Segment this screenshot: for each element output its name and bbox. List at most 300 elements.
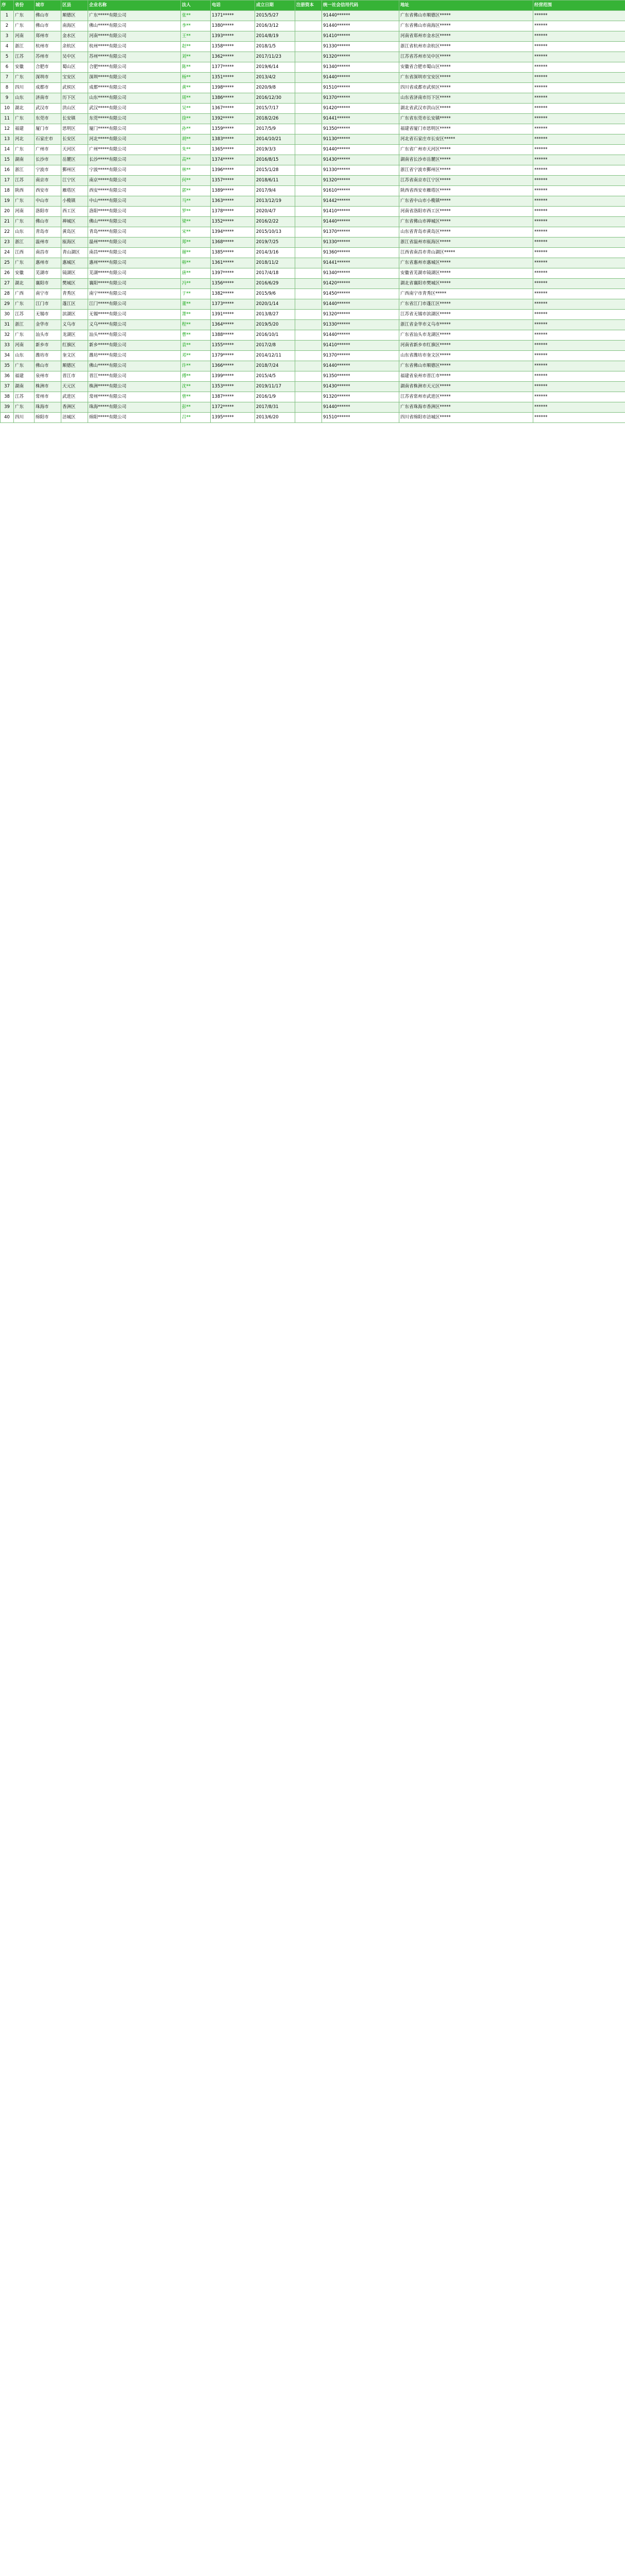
- table-cell: 1351*****: [211, 73, 255, 83]
- table-cell: 24: [1, 248, 14, 258]
- table-cell: 安徽省芜湖市镜湖区*****: [399, 268, 533, 279]
- table-cell: 1358*****: [211, 42, 255, 52]
- table-cell: [295, 83, 322, 93]
- table-cell: 义乌*****有限公司: [88, 320, 181, 330]
- table-cell: ******: [533, 238, 625, 248]
- table-cell: 广西: [14, 289, 35, 299]
- table-cell: 梁**: [181, 217, 211, 227]
- table-cell: 顺德区: [61, 11, 88, 21]
- table-row: [1, 124, 625, 134]
- table-cell: 8: [1, 83, 14, 93]
- table-cell: 2019/6/14: [255, 62, 295, 73]
- table-cell: 宁波市: [35, 165, 61, 176]
- table-cell: 9: [1, 93, 14, 104]
- table-row: [1, 310, 625, 320]
- table-row: [1, 268, 625, 279]
- table-cell: 河北*****有限公司: [88, 134, 181, 145]
- table-cell: 广东: [14, 11, 35, 21]
- table-row: [1, 371, 625, 382]
- table-cell: ******: [533, 62, 625, 73]
- table-cell: [295, 413, 322, 423]
- table-cell: 广东: [14, 114, 35, 124]
- table-row: [1, 207, 625, 217]
- table-cell: 91441******: [322, 114, 399, 124]
- table-row: [1, 320, 625, 330]
- table-cell: 晋江市: [61, 371, 88, 382]
- table-cell: 2018/6/11: [255, 176, 295, 186]
- table-cell: 四川省绵阳市涪城区*****: [399, 413, 533, 423]
- table-cell: [295, 371, 322, 382]
- table-cell: 2018/2/26: [255, 114, 295, 124]
- table-cell: 91441******: [322, 258, 399, 268]
- table-cell: 91360******: [322, 248, 399, 258]
- table-cell: [295, 299, 322, 310]
- table-cell: 广东省东莞市长安镇*****: [399, 114, 533, 124]
- table-cell: 1353*****: [211, 382, 255, 392]
- table-cell: 西安市: [35, 186, 61, 196]
- table-cell: 涪城区: [61, 413, 88, 423]
- table-cell: 佛山市: [35, 361, 61, 371]
- column-header: 统一社会信用代码: [322, 1, 399, 11]
- table-cell: 深圳*****有限公司: [88, 73, 181, 83]
- table-cell: 青山湖区: [61, 248, 88, 258]
- table-row: [1, 176, 625, 186]
- table-cell: 孙**: [181, 124, 211, 134]
- table-cell: 湖北: [14, 104, 35, 114]
- table-cell: [295, 268, 322, 279]
- table-cell: 1355*****: [211, 341, 255, 351]
- table-cell: 1379*****: [211, 351, 255, 361]
- table-cell: 湖南: [14, 155, 35, 165]
- table-row: [1, 351, 625, 361]
- table-cell: 河南省郑州市金水区*****: [399, 31, 533, 42]
- table-cell: 佛山*****有限公司: [88, 21, 181, 31]
- table-cell: 2018/1/5: [255, 42, 295, 52]
- table-cell: 山东*****有限公司: [88, 93, 181, 104]
- table-cell: 广东: [14, 217, 35, 227]
- table-cell: 7: [1, 73, 14, 83]
- table-cell: 泉州市: [35, 371, 61, 382]
- table-cell: 湖南省株洲市天元区*****: [399, 382, 533, 392]
- table-cell: 珠海*****有限公司: [88, 402, 181, 413]
- table-cell: 91320******: [322, 310, 399, 320]
- table-cell: 1361*****: [211, 258, 255, 268]
- table-cell: ******: [533, 114, 625, 124]
- table-row: [1, 289, 625, 299]
- table-cell: 四川省成都市武侯区*****: [399, 83, 533, 93]
- table-cell: 广西南宁市青秀区*****: [399, 289, 533, 299]
- table-cell: 王**: [181, 31, 211, 42]
- table-cell: 91430******: [322, 155, 399, 165]
- table-cell: 浙江: [14, 42, 35, 52]
- table-cell: 宝安区: [61, 73, 88, 83]
- table-cell: 傅**: [181, 371, 211, 382]
- table-cell: 15: [1, 155, 14, 165]
- table-row: [1, 392, 625, 402]
- table-cell: 罗**: [181, 207, 211, 217]
- table-cell: 1389*****: [211, 186, 255, 196]
- table-cell: 南京市: [35, 176, 61, 186]
- table-cell: 32: [1, 330, 14, 341]
- table-cell: 长安区: [61, 134, 88, 145]
- table-row: [1, 145, 625, 155]
- table-cell: 广东省佛山市顺德区*****: [399, 361, 533, 371]
- table-cell: ******: [533, 289, 625, 299]
- table-cell: 河北省石家庄市长安区*****: [399, 134, 533, 145]
- table-cell: 1359*****: [211, 124, 255, 134]
- table-body: [1, 11, 625, 423]
- table-cell: 朱**: [181, 145, 211, 155]
- table-cell: 常州*****有限公司: [88, 392, 181, 402]
- table-cell: [295, 310, 322, 320]
- table-cell: 2019/3/3: [255, 145, 295, 155]
- table-cell: 李**: [181, 21, 211, 31]
- table-cell: 胡**: [181, 134, 211, 145]
- table-cell: ******: [533, 299, 625, 310]
- table-cell: 禅城区: [61, 217, 88, 227]
- table-cell: 22: [1, 227, 14, 238]
- table-cell: 思明区: [61, 124, 88, 134]
- table-cell: 20: [1, 207, 14, 217]
- table-cell: [295, 31, 322, 42]
- table-cell: 无锡*****有限公司: [88, 310, 181, 320]
- table-cell: 91340******: [322, 268, 399, 279]
- table-cell: [295, 289, 322, 299]
- table-cell: [295, 104, 322, 114]
- table-cell: 合肥*****有限公司: [88, 62, 181, 73]
- table-cell: ******: [533, 361, 625, 371]
- table-cell: 2015/1/28: [255, 165, 295, 176]
- table-cell: 2016/1/9: [255, 392, 295, 402]
- table-cell: 1399*****: [211, 371, 255, 382]
- table-cell: 邓**: [181, 351, 211, 361]
- column-header: 法人: [181, 1, 211, 11]
- table-row: [1, 165, 625, 176]
- table-cell: 2013/12/19: [255, 196, 295, 207]
- table-cell: 湖南省长沙市岳麓区*****: [399, 155, 533, 165]
- table-cell: 2015/9/6: [255, 289, 295, 299]
- table-cell: 天河区: [61, 145, 88, 155]
- table-cell: 28: [1, 289, 14, 299]
- table-cell: 顺德区: [61, 361, 88, 371]
- table-row: [1, 341, 625, 351]
- table-cell: 浙江: [14, 320, 35, 330]
- table-cell: 董**: [181, 299, 211, 310]
- table-cell: 杭州市: [35, 42, 61, 52]
- table-cell: ******: [533, 402, 625, 413]
- table-cell: 株洲*****有限公司: [88, 382, 181, 392]
- table-cell: 2013/8/27: [255, 310, 295, 320]
- table-cell: 青岛*****有限公司: [88, 227, 181, 238]
- table-cell: 佛山市: [35, 11, 61, 21]
- table-cell: 金华市: [35, 320, 61, 330]
- table-cell: 江苏省无锡市滨湖区*****: [399, 310, 533, 320]
- table-cell: 江苏: [14, 310, 35, 320]
- table-cell: 袁**: [181, 341, 211, 351]
- table-cell: 2018/7/24: [255, 361, 295, 371]
- table-cell: [295, 248, 322, 258]
- table-cell: [295, 11, 322, 21]
- table-row: [1, 21, 625, 31]
- column-header: 城市: [35, 1, 61, 11]
- data-table: [0, 0, 625, 423]
- table-cell: 1371*****: [211, 11, 255, 21]
- table-cell: 曹**: [181, 330, 211, 341]
- table-cell: 蓬江区: [61, 299, 88, 310]
- table-cell: ******: [533, 196, 625, 207]
- table-cell: 1352*****: [211, 217, 255, 227]
- table-cell: 2015/7/17: [255, 104, 295, 114]
- table-cell: 广东: [14, 196, 35, 207]
- table-cell: 广东: [14, 299, 35, 310]
- table-cell: 4: [1, 42, 14, 52]
- table-cell: [295, 320, 322, 330]
- table-cell: 石家庄市: [35, 134, 61, 145]
- table-cell: 2017/8/31: [255, 402, 295, 413]
- table-row: [1, 402, 625, 413]
- table-cell: 吴中区: [61, 52, 88, 62]
- table-cell: [295, 93, 322, 104]
- table-cell: 35: [1, 361, 14, 371]
- table-cell: 23: [1, 238, 14, 248]
- table-cell: 91440******: [322, 21, 399, 31]
- table-cell: 1397*****: [211, 268, 255, 279]
- table-cell: 晋江*****有限公司: [88, 371, 181, 382]
- table-cell: [295, 402, 322, 413]
- table-cell: 萧**: [181, 310, 211, 320]
- header-row: [1, 1, 625, 11]
- table-cell: 1396*****: [211, 165, 255, 176]
- table-cell: 徐**: [181, 114, 211, 124]
- table-cell: 汕头市: [35, 330, 61, 341]
- table-cell: 1364*****: [211, 320, 255, 330]
- table-row: [1, 186, 625, 196]
- table-cell: 河南: [14, 341, 35, 351]
- table-cell: 成都市: [35, 83, 61, 93]
- table-cell: 江苏省南京市江宁区*****: [399, 176, 533, 186]
- table-cell: 于**: [181, 289, 211, 299]
- table-cell: 2015/4/5: [255, 371, 295, 382]
- table-cell: 2014/3/16: [255, 248, 295, 258]
- table-cell: 江苏省苏州市吴中区*****: [399, 52, 533, 62]
- table-cell: 佛山市: [35, 217, 61, 227]
- table-cell: 安徽: [14, 62, 35, 73]
- table-cell: 无锡市: [35, 310, 61, 320]
- table-cell: 温州*****有限公司: [88, 238, 181, 248]
- table-cell: 杨**: [181, 73, 211, 83]
- table-cell: 30: [1, 310, 14, 320]
- table-cell: 2017/9/4: [255, 186, 295, 196]
- table-cell: ******: [533, 104, 625, 114]
- table-cell: 91350******: [322, 371, 399, 382]
- column-header: 经营范围: [533, 1, 625, 11]
- table-cell: 镜湖区: [61, 268, 88, 279]
- table-cell: 广东省深圳市宝安区*****: [399, 73, 533, 83]
- table-row: [1, 279, 625, 289]
- table-cell: 江门市: [35, 299, 61, 310]
- table-cell: ******: [533, 413, 625, 423]
- column-header: 序: [1, 1, 14, 11]
- table-cell: 河南省新乡市红旗区*****: [399, 341, 533, 351]
- table-cell: 2017/5/9: [255, 124, 295, 134]
- table-cell: 6: [1, 62, 14, 73]
- table-cell: [295, 176, 322, 186]
- table-cell: 广东: [14, 330, 35, 341]
- table-cell: [295, 186, 322, 196]
- table-cell: 14: [1, 145, 14, 155]
- table-cell: 2020/1/14: [255, 299, 295, 310]
- table-cell: [295, 227, 322, 238]
- table-cell: 新乡市: [35, 341, 61, 351]
- table-cell: 义乌市: [61, 320, 88, 330]
- table-cell: 广东省惠州市惠城区*****: [399, 258, 533, 268]
- table-cell: 高**: [181, 155, 211, 165]
- table-cell: [295, 42, 322, 52]
- table-cell: 许**: [181, 361, 211, 371]
- table-cell: 南昌市: [35, 248, 61, 258]
- table-cell: 2016/2/22: [255, 217, 295, 227]
- table-cell: 浙江: [14, 238, 35, 248]
- table-cell: 奎文区: [61, 351, 88, 361]
- table-cell: 红旗区: [61, 341, 88, 351]
- table-cell: ******: [533, 155, 625, 165]
- table-cell: 滨湖区: [61, 310, 88, 320]
- table-cell: 91330******: [322, 42, 399, 52]
- table-cell: 福建省厦门市思明区*****: [399, 124, 533, 134]
- table-cell: ******: [533, 52, 625, 62]
- table-cell: 唐**: [181, 268, 211, 279]
- table-cell: 1367*****: [211, 104, 255, 114]
- table-cell: 21: [1, 217, 14, 227]
- table-cell: 林**: [181, 165, 211, 176]
- table-cell: [295, 145, 322, 155]
- column-header: 区县: [61, 1, 88, 11]
- table-row: [1, 361, 625, 371]
- table-cell: 1385*****: [211, 248, 255, 258]
- table-cell: 江苏: [14, 52, 35, 62]
- table-cell: 樊城区: [61, 279, 88, 289]
- table-cell: 广东省广州市天河区*****: [399, 145, 533, 155]
- table-cell: 19: [1, 196, 14, 207]
- table-row: [1, 134, 625, 145]
- table-cell: 1383*****: [211, 134, 255, 145]
- table-cell: 洪山区: [61, 104, 88, 114]
- table-cell: ******: [533, 207, 625, 217]
- table-cell: 南宁*****有限公司: [88, 289, 181, 299]
- table-cell: 福建省泉州市晋江市*****: [399, 371, 533, 382]
- table-cell: 91510******: [322, 83, 399, 93]
- table-cell: 天元区: [61, 382, 88, 392]
- table-cell: ******: [533, 258, 625, 268]
- table-cell: [295, 341, 322, 351]
- table-cell: 中山*****有限公司: [88, 196, 181, 207]
- table-cell: 长安镇: [61, 114, 88, 124]
- table-cell: 17: [1, 176, 14, 186]
- table-cell: ******: [533, 21, 625, 31]
- table-cell: 1356*****: [211, 279, 255, 289]
- table-cell: 福建: [14, 124, 35, 134]
- table-cell: 山东省潍坊市奎文区*****: [399, 351, 533, 361]
- table-cell: 1373*****: [211, 299, 255, 310]
- column-header: 注册资本: [295, 1, 322, 11]
- table-cell: 1368*****: [211, 238, 255, 248]
- table-cell: 浙江省杭州市余杭区*****: [399, 42, 533, 52]
- table-cell: [295, 238, 322, 248]
- table-row: [1, 330, 625, 341]
- table-cell: 31: [1, 320, 14, 330]
- table-cell: 周**: [181, 93, 211, 104]
- table-cell: 宁波*****有限公司: [88, 165, 181, 176]
- table-cell: 芜湖市: [35, 268, 61, 279]
- table-cell: 91440******: [322, 402, 399, 413]
- table-cell: 金水区: [61, 31, 88, 42]
- table-cell: 中山市: [35, 196, 61, 207]
- table-cell: 39: [1, 402, 14, 413]
- table-cell: 37: [1, 382, 14, 392]
- table-cell: 济南市: [35, 93, 61, 104]
- table-cell: 91440******: [322, 299, 399, 310]
- table-cell: 1362*****: [211, 52, 255, 62]
- table-cell: 25: [1, 258, 14, 268]
- table-cell: 河北: [14, 134, 35, 145]
- table-cell: 南宁市: [35, 289, 61, 299]
- table-cell: 长沙*****有限公司: [88, 155, 181, 165]
- table-cell: 1357*****: [211, 176, 255, 186]
- table-cell: ******: [533, 176, 625, 186]
- table-cell: 汕头*****有限公司: [88, 330, 181, 341]
- table-cell: 91450******: [322, 289, 399, 299]
- table-cell: 2016/3/12: [255, 21, 295, 31]
- table-cell: ******: [533, 165, 625, 176]
- table-cell: ******: [533, 382, 625, 392]
- table-cell: 2020/9/8: [255, 83, 295, 93]
- table-cell: 广东省佛山市禅城区*****: [399, 217, 533, 227]
- table-cell: 江西省南昌市青山湖区*****: [399, 248, 533, 258]
- table-cell: 2015/5/27: [255, 11, 295, 21]
- column-header: 省份: [14, 1, 35, 11]
- table-row: [1, 227, 625, 238]
- table-cell: 南京*****有限公司: [88, 176, 181, 186]
- table-cell: 长沙市: [35, 155, 61, 165]
- table-cell: 91320******: [322, 176, 399, 186]
- table-row: [1, 248, 625, 258]
- column-header: 地址: [399, 1, 533, 11]
- table-cell: 四川: [14, 83, 35, 93]
- table-cell: 沈**: [181, 382, 211, 392]
- table-cell: 江西: [14, 248, 35, 258]
- table-cell: 武汉市: [35, 104, 61, 114]
- table-cell: 2018/11/2: [255, 258, 295, 268]
- table-cell: 1374*****: [211, 155, 255, 165]
- table-cell: 惠州市: [35, 258, 61, 268]
- table-cell: 1365*****: [211, 145, 255, 155]
- table-cell: 33: [1, 341, 14, 351]
- table-cell: 91440******: [322, 73, 399, 83]
- table-cell: 广东: [14, 21, 35, 31]
- table-cell: ******: [533, 42, 625, 52]
- table-cell: [295, 258, 322, 268]
- table-cell: ******: [533, 124, 625, 134]
- table-cell: 黄岛区: [61, 227, 88, 238]
- table-cell: 冯**: [181, 279, 211, 289]
- column-header: 企业名称: [88, 1, 181, 11]
- table-cell: 91610******: [322, 186, 399, 196]
- table-cell: 江宁区: [61, 176, 88, 186]
- table-cell: 2015/10/13: [255, 227, 295, 238]
- table-cell: 91410******: [322, 31, 399, 42]
- table-cell: 赵**: [181, 42, 211, 52]
- table-cell: 29: [1, 299, 14, 310]
